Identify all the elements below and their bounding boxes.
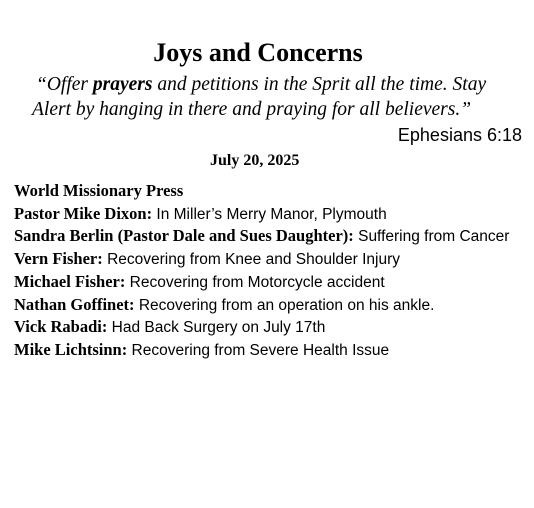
- scripture-line-1-start: “Offer: [36, 74, 93, 95]
- prayer-name: Sandra Berlin (Pastor Dale and Sues Daughter):: [14, 226, 354, 246]
- prayer-detail: In Miller’s Merry Manor, Plymouth: [152, 205, 387, 223]
- scripture-line-1: [36, 72, 524, 97]
- prayer-list-item: [14, 271, 524, 294]
- prayer-name: Vick Rabadi:: [14, 317, 108, 337]
- prayer-list: [14, 180, 524, 362]
- prayer-list-item: [14, 225, 524, 248]
- prayer-detail: Recovering from Motorcycle accident: [125, 273, 385, 291]
- prayer-list-item: [14, 180, 524, 203]
- bulletin-date: July 20, 2025: [210, 152, 300, 169]
- prayer-list-item: [14, 248, 524, 271]
- scripture-line-2: Alert by hanging in there and praying for all believers.”: [32, 99, 472, 120]
- scripture-emphasis: prayers: [92, 74, 153, 95]
- prayer-detail: Recovering from Severe Health Issue: [127, 341, 390, 359]
- prayer-detail: Recovering from Knee and Shoulder Injury: [102, 251, 401, 269]
- prayer-list-item: [14, 339, 524, 362]
- prayer-detail: Had Back Surgery on July 17th: [107, 319, 326, 337]
- scripture-quote: [32, 72, 524, 122]
- prayer-name: World Missionary Press: [14, 181, 184, 200]
- prayer-detail: Recovering from an operation on his ankle.: [134, 296, 435, 314]
- prayer-name: Nathan Goffinet:: [14, 294, 135, 314]
- scripture-line-1-end: and petitions in the Sprit all the time. Stay: [152, 74, 487, 95]
- prayer-list-item: [14, 294, 524, 317]
- prayer-list-item: [14, 316, 524, 339]
- prayer-name: Michael Fisher:: [14, 271, 126, 291]
- prayer-name: Vern Fisher:: [14, 249, 103, 269]
- scripture-reference: Ephesians 6:18: [397, 125, 522, 145]
- page-title: Joys and Concerns: [153, 38, 363, 67]
- prayer-name: Pastor Mike Dixon:: [14, 203, 153, 223]
- prayer-name: Mike Lichtsinn:: [14, 339, 128, 359]
- prayer-detail: Suffering from Cancer: [353, 228, 510, 246]
- prayer-list-item: [14, 203, 524, 226]
